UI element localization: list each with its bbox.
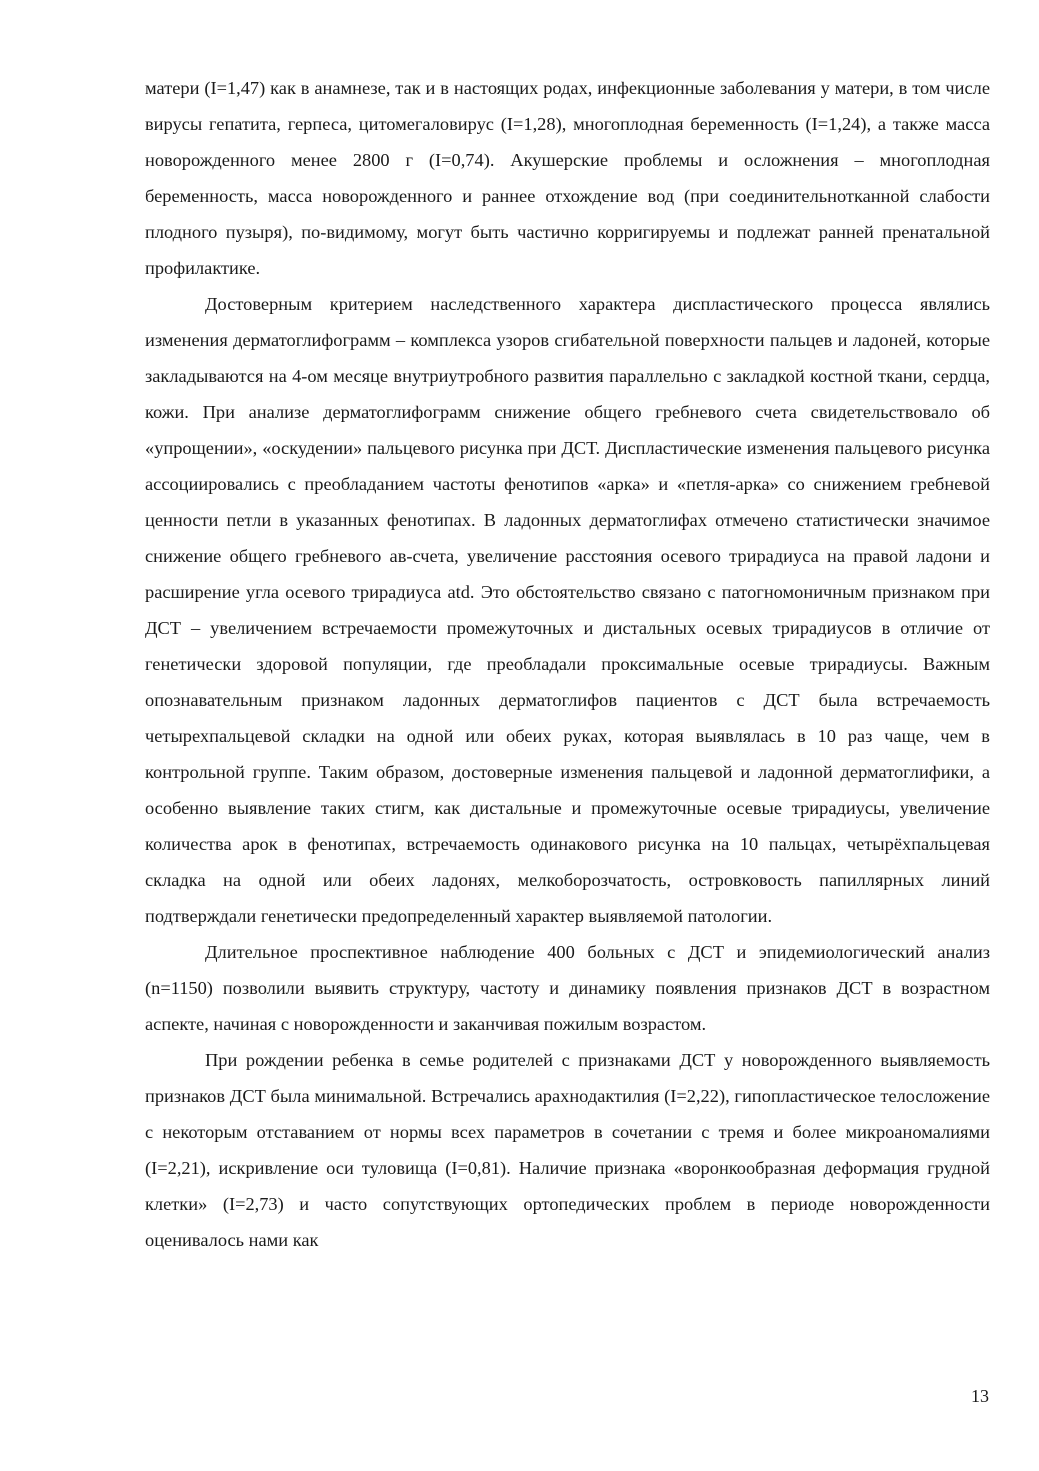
paragraph-continuation: матери (I=1,47) как в анамнезе, так и в настоящих родах, инфекционные заболевания у матери, в том числе вирусы гепатита, герпеса, цитомегаловирус (I=1,28), многоплодная беременность (I=1,24), а также масса новорожденного менее 2800 г (I=0,74). Акушерские проблемы и осложнения – многоплодная беременность, масса новорожденного и раннее отхождение вод (при соединительнотканной слабости плодного пузыря), по-видимому, могут быть частично корригируемы и подлежат ранней пренатальной профилактике. bbox=[145, 78, 990, 278]
paragraph-observation: Длительное проспективное наблюдение 400 больных с ДСТ и эпидемиологический анализ (n=1150) позволили выявить структуру, частоту и динамику появления признаков ДСТ в возрастном аспекте, начиная с новорожденности и заканчивая пожилым возрастом. bbox=[145, 942, 990, 1034]
body-text bbox=[145, 70, 990, 1258]
page-number: 13 bbox=[971, 1386, 989, 1406]
paragraph-newborn: При рождении ребенка в семье родителей с признаками ДСТ у новорожденного выявляемость признаков ДСТ была минимальной. Встречались арахнодактилия (I=2,22), гипопластическое телосложение с некоторым отставанием от нормы всех параметров в сочетании с тремя и более микроаномалиями (I=2,21), искривление оси туловища (I=0,81). Наличие признака «воронкообразная деформация грудной клетки» (I=2,73) и часто сопутствующих ортопедических проблем в периоде новорожденности оценивалось нами как bbox=[145, 1050, 990, 1250]
paragraph-dermatoglyphics: Достоверным критерием наследственного характера диспластического процесса являлись изменения дерматоглифограмм – комплекса узоров сгибательной поверхности пальцев и ладоней, которые закладываются на 4-ом месяце внутриутробного развития параллельно с закладкой костной ткани, сердца, кожи. При анализе дерматоглифограмм снижение общего гребневого счета свидетельствовало об «упрощении», «оскудении» пальцевого рисунка при ДСТ. Диспластические изменения пальцевого рисунка ассоциировались с преобладанием частоты фенотипов «арка» и «петля-арка» со снижением гребневой ценности петли в указанных фенотипах. В ладонных дерматоглифах отмечено статистически значимое снижение общего гребневого ав-счета, увеличение расстояния осевого трирадиуса на правой ладони и расширение угла осевого трирадиуса atd. Это обстоятельство связано с патогномоничным признаком при ДСТ – увеличением встречаемости промежуточных и дистальных осевых трирадиусов в отличие от генетически здоровой популяции, где преобладали проксимальные осевые трирадиусы. Важным опознавательным признаком ладонных дерматоглифов пациентов с ДСТ была встречаемость четырехпальцевой складки на одной или обеих руках, которая выявлялась в 10 раз чаще, чем в контрольной группе. Таким образом, достоверные изменения пальцевой и ладонной дерматоглифики, а особенно выявление таких стигм, как дистальные и промежуточные осевые трирадиусы, увеличение количества арок в фенотипах, встречаемость одинакового рисунка на 10 пальцах, четырёхпальцевая складка на одной или обеих ладонях, мелкоборозчатость, островковость папиллярных линий подтверждали генетически предопределенный характер выявляемой патологии. bbox=[145, 294, 990, 926]
